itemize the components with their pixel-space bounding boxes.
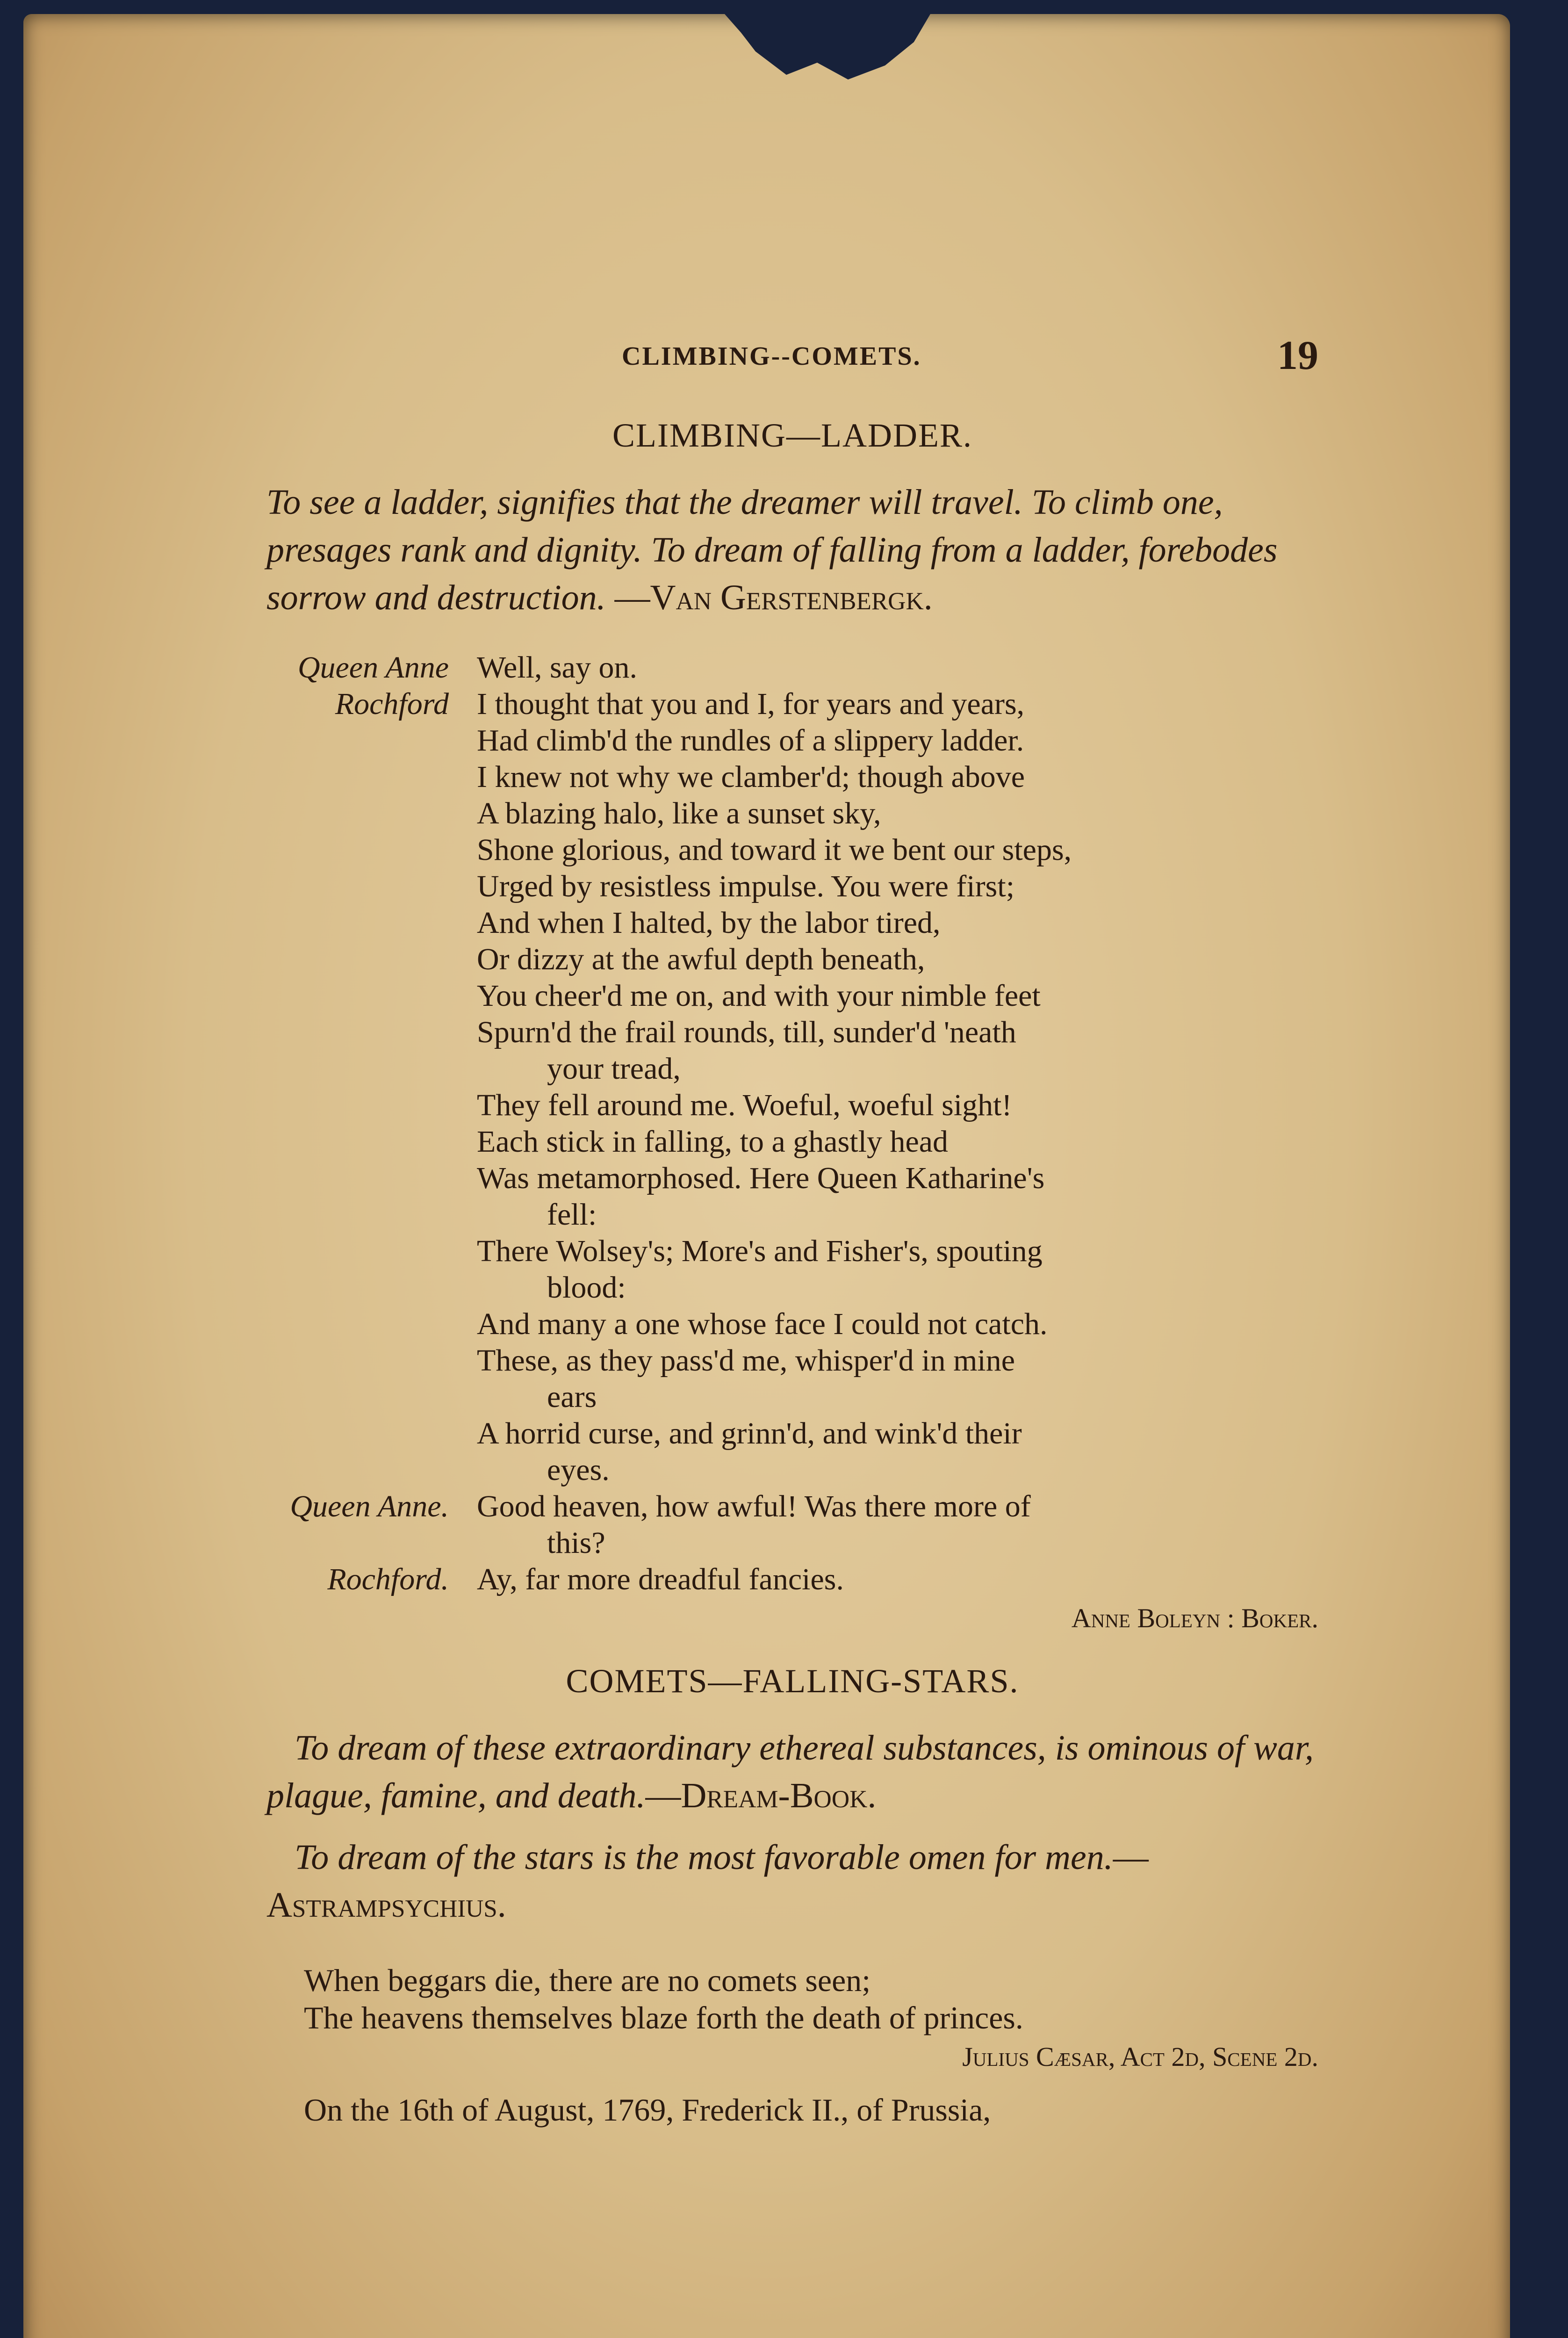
verse-line: eyes. [547, 1453, 610, 1487]
speaker-name [266, 795, 477, 832]
verse-line: They fell around me. Woeful, woeful sight! [477, 1088, 1012, 1122]
verse-line: You cheer'd me on, and with your nimble feet [477, 979, 1041, 1013]
verse-row [266, 1342, 1318, 1379]
verse-citation: Anne Boleyn : Boker. [1071, 1603, 1318, 1633]
speaker-name [266, 1415, 477, 1452]
book-page [23, 14, 1510, 2338]
climbing-intro-text: To see a ladder, signifies that the dreamer will travel. To climb one, presages rank and dignity. To dream of falling from a ladder, forebodes sorrow and destruction. [266, 483, 1278, 617]
verse-line: this? [547, 1526, 605, 1560]
verse-line: And many a one whose face I could not catch. [477, 1307, 1048, 1341]
page-number: 19 [1277, 333, 1318, 378]
speaker-name [266, 1087, 477, 1124]
verse-row [266, 1270, 1318, 1306]
speaker-name [266, 1233, 477, 1270]
shakespeare-quote [266, 1962, 1318, 2036]
verse-line: Had climb'd the rundles of a slippery ladder. [477, 723, 1024, 758]
verse-row [266, 832, 1318, 868]
verse-line: Each stick in falling, to a ghastly head [477, 1125, 949, 1159]
verse-row [266, 686, 1318, 722]
speaker-name [266, 1270, 477, 1306]
speaker-name [266, 832, 477, 868]
poem-citation: Julius Cæsar, Act 2d, Scene 2d. [962, 2042, 1318, 2072]
verse-line: I thought that you and I, for years and years, [477, 687, 1025, 721]
verse-row [266, 649, 1318, 686]
verse-line: ears [547, 1380, 597, 1414]
verse-row [266, 759, 1318, 795]
comets-paragraph-2-text: To dream of the stars is the most favorable omen for men. [295, 1838, 1113, 1877]
verse-line: A horrid curse, and grinn'd, and wink'd their [477, 1416, 1022, 1450]
speaker-name [266, 1197, 477, 1233]
verse-line: These, as they pass'd me, whisper'd in mine [477, 1343, 1015, 1378]
poem-line: The heavens themselves blaze forth the death of princes. [304, 2000, 1023, 2035]
verse-row [266, 1160, 1318, 1197]
speaker-name [266, 1014, 477, 1051]
comets-paragraph-2-attribution: —Astrampsychius. [266, 1838, 1149, 1925]
verse-row [266, 1051, 1318, 1087]
verse-line: Ay, far more dreadful fancies. [477, 1562, 844, 1596]
verse-row [266, 1379, 1318, 1415]
verse-row [266, 905, 1318, 941]
speaker-name [266, 722, 477, 759]
verse-row [266, 1415, 1318, 1452]
section-heading-climbing: CLIMBING—LADDER. [612, 417, 972, 454]
verse-row [266, 978, 1318, 1014]
speaker-name: Rochford. [327, 1562, 449, 1596]
verse-line: A blazing halo, like a sunset sky, [477, 796, 881, 830]
play-excerpt [266, 649, 1318, 1598]
verse-row [266, 1488, 1318, 1525]
verse-row [266, 795, 1318, 832]
speaker-name [266, 1379, 477, 1415]
speaker-name [266, 1051, 477, 1087]
verse-row [266, 1452, 1318, 1488]
speaker-name [266, 759, 477, 795]
speaker-name [266, 1342, 477, 1379]
comets-paragraph-1-attribution: —Dream-Book. [645, 1776, 877, 1815]
verse-row [266, 1561, 1318, 1598]
comets-paragraph-1 [266, 1724, 1318, 1819]
speaker-name [266, 941, 477, 978]
verse-line: blood: [547, 1270, 626, 1305]
verse-line: There Wolsey's; More's and Fisher's, spouting [477, 1234, 1043, 1268]
section-heading-comets: COMETS—FALLING-STARS. [566, 1662, 1019, 1700]
speaker-name [266, 1306, 477, 1342]
verse-row [266, 1306, 1318, 1342]
verse-line: Or dizzy at the awful depth beneath, [477, 942, 925, 976]
page-content [266, 332, 1318, 2129]
verse-row [266, 1124, 1318, 1160]
verse-row [266, 1087, 1318, 1124]
final-line: On the 16th of August, 1769, Frederick II., of Prussia, [304, 2092, 991, 2128]
verse-row [266, 868, 1318, 905]
verse-row [266, 722, 1318, 759]
verse-line: Was metamorphosed. Here Queen Katharine's [477, 1161, 1045, 1195]
speaker-name [266, 978, 477, 1014]
verse-row [266, 941, 1318, 978]
speaker-name: Rochford [335, 687, 449, 721]
climbing-attribution: —Van Gerstenbergk. [614, 578, 933, 617]
verse-line: Good heaven, how awful! Was there more of [477, 1489, 1031, 1523]
running-head-title: CLIMBING--COMETS. [622, 342, 921, 371]
speaker-name [266, 905, 477, 941]
verse-row [266, 1014, 1318, 1051]
verse-line: your tread, [547, 1052, 681, 1086]
speaker-name: Queen Anne. [290, 1489, 449, 1523]
speaker-name [266, 1124, 477, 1160]
verse-row [266, 1197, 1318, 1233]
verse-line: Spurn'd the frail rounds, till, sunder'd 'neath [477, 1015, 1016, 1049]
speaker-name: Queen Anne [297, 650, 449, 685]
comets-paragraph-1-text: To dream of these extraordinary ethereal substances, is ominous of war, plague, famine, and death. [266, 1728, 1314, 1815]
speaker-name [266, 1452, 477, 1488]
speaker-name [266, 1525, 477, 1561]
verse-line: I knew not why we clamber'd; though above [477, 760, 1025, 794]
verse-line: fell: [547, 1198, 597, 1232]
verse-line: And when I halted, by the labor tired, [477, 906, 941, 940]
verse-row [266, 1233, 1318, 1270]
torn-edge [725, 14, 930, 108]
running-head [266, 332, 1318, 388]
verse-row [266, 1525, 1318, 1561]
comets-paragraph-2 [266, 1833, 1318, 1929]
verse-line: Shone glorious, and toward it we bent our steps, [477, 833, 1072, 867]
poem-line: When beggars die, there are no comets seen; [304, 1963, 871, 1998]
verse-line: Well, say on. [477, 650, 637, 685]
speaker-name [266, 868, 477, 905]
verse-line: Urged by resistless impulse. You were first; [477, 869, 1015, 903]
speaker-name [266, 1160, 477, 1197]
climbing-intro [266, 478, 1318, 621]
